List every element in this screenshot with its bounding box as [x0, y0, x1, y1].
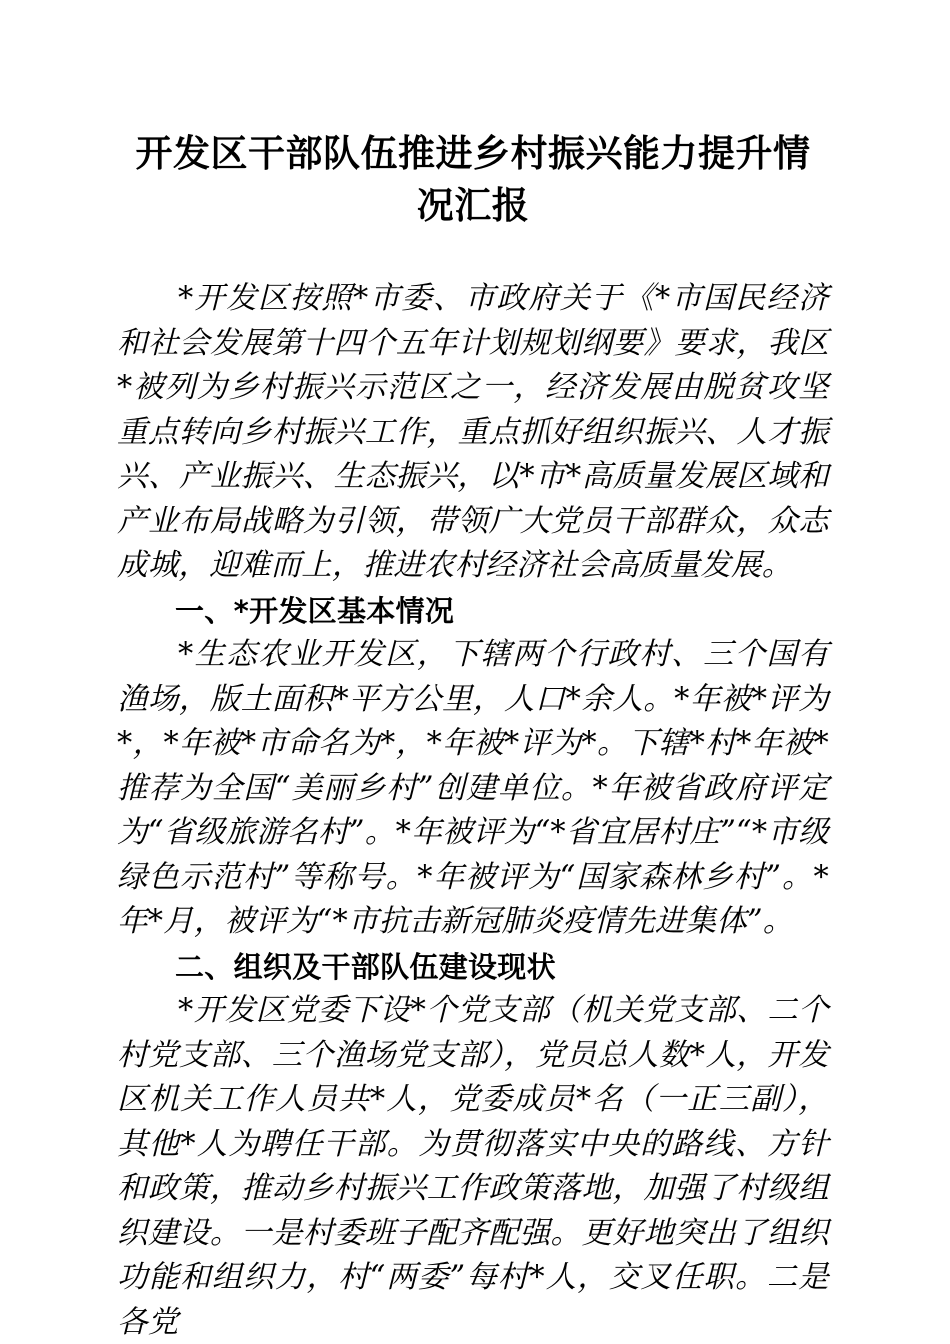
document-content	[117, 0, 829, 1344]
intro-paragraph: *开发区按照*市委、市政府关于《*市国民经济和社会发展第十四个五年计划规划纲要》要求，我区*被列为乡村振兴示范区之一，经济发展由脱贫攻坚重点转向乡村振兴工作，重点抓好组织振兴、人才振兴、产业振兴、生态振兴，以*市*高质量发展区域和产业布局战略为引领，带领广大党员干部群众，众志成城，迎难而上，推进农村经济社会高质量发展。	[117, 281, 829, 583]
section-2-paragraph: *开发区党委下设*个党支部（机关党支部、二个村党支部、三个渔场党支部），党员总人数*人，开发区机关工作人员共*人，党委成员*名（一正三副），其他*人为聘任干部。为贯彻落实中央的路线、方针和政策，推动乡村振兴工作政策落地，加强了村级组织建设。一是村委班子配齐配强。更好地突出了组织功能和组织力，村“两委”每村*人，交叉任职。二是各党	[117, 993, 829, 1340]
section-1-paragraph: *生态农业开发区，下辖两个行政村、三个国有渔场，版土面积*平方公里，人口*余人。*年被*评为*，*年被*市命名为*，*年被*评为*。下辖*村*年被*推荐为全国“美丽乡村”创建单位。*年被省政府评定为“省级旅游名村”。*年被评为“*省宜居村庄”“*市级绿色示范村”等称号。*年被评为“国家森林乡村”。*年*月，被评为“*市抗击新冠肺炎疫情先进集体”。	[117, 637, 829, 939]
page-title: 开发区干部队伍推进乡村振兴能力提升情况汇报	[135, 131, 811, 227]
section-heading-1: 一、*开发区基本情况	[175, 593, 455, 628]
section-heading-2: 二、组织及干部队伍建设现状	[175, 949, 556, 984]
